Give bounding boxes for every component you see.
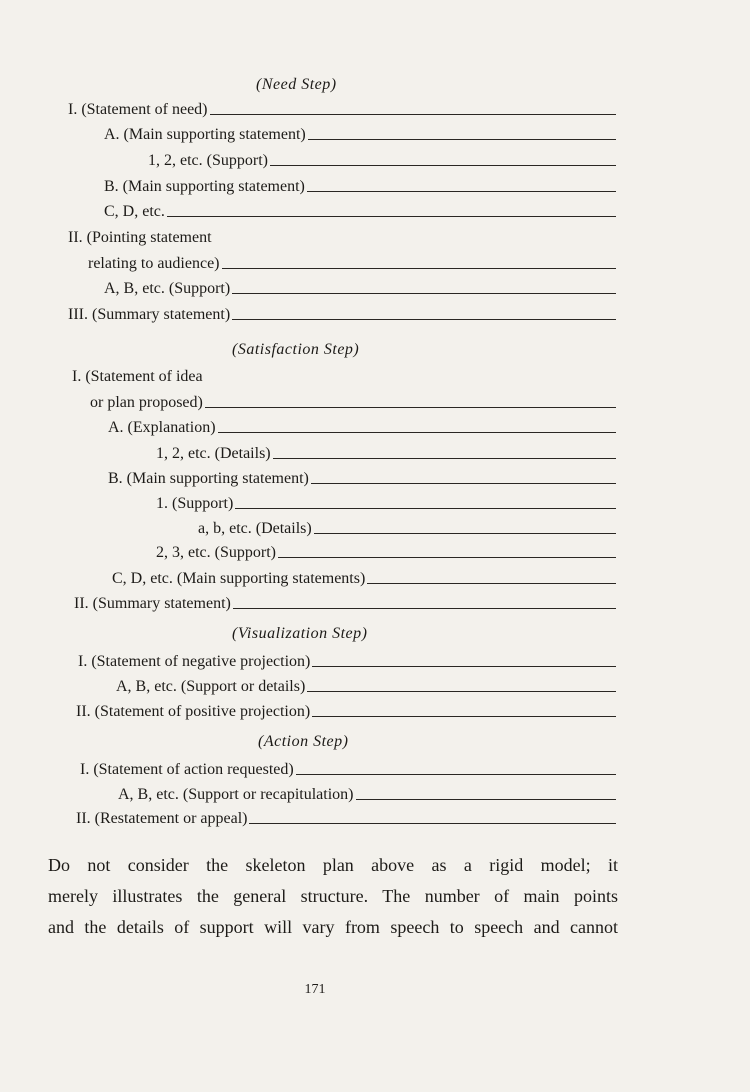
visualization-step-heading: (Visualization Step) xyxy=(232,625,368,642)
blank-rule xyxy=(307,691,616,692)
outline-line xyxy=(80,757,616,779)
outline-line xyxy=(104,122,616,144)
outline-line xyxy=(68,97,616,119)
outline-text: C, D, etc. (Main supporting statements) xyxy=(112,570,366,587)
outline-line xyxy=(74,591,616,613)
outline-line xyxy=(90,390,616,412)
outline-text: A, B, etc. (Support) xyxy=(104,280,231,297)
blank-rule xyxy=(311,483,616,484)
outline-line xyxy=(88,251,616,273)
blank-rule xyxy=(312,666,616,667)
outline-line xyxy=(112,566,616,588)
action-step-heading: (Action Step) xyxy=(258,733,349,750)
outline-text: A. (Explanation) xyxy=(108,419,216,436)
body-paragraph xyxy=(48,850,618,943)
paragraph-line: Do not consider the skeleton plan above as a rigid model; it xyxy=(48,855,618,875)
outline-line xyxy=(104,174,616,196)
outline-line xyxy=(108,466,616,488)
outline-text: A, B, etc. (Support or recapitulation) xyxy=(118,786,354,803)
blank-rule xyxy=(308,139,616,140)
outline-line xyxy=(76,699,616,721)
blank-rule xyxy=(232,319,616,320)
outline-text: or plan proposed) xyxy=(90,394,203,411)
blank-rule xyxy=(270,165,616,166)
blank-rule xyxy=(222,268,617,269)
blank-rule xyxy=(232,293,616,294)
outline-text: I. (Statement of action requested) xyxy=(80,761,294,778)
blank-rule xyxy=(312,716,616,717)
outline-text: 1. (Support) xyxy=(156,495,234,512)
outline-text: I. (Statement of negative projection) xyxy=(78,653,311,670)
outline-line xyxy=(156,491,616,513)
outline-line xyxy=(118,782,616,804)
need-step-heading: (Need Step) xyxy=(256,76,337,93)
outline-line xyxy=(104,276,616,298)
outline-text: relating to audience) xyxy=(88,255,220,272)
blank-rule xyxy=(307,191,616,192)
outline-line xyxy=(198,516,616,538)
outline-line xyxy=(148,148,616,170)
outline-line xyxy=(104,199,616,221)
outline-line xyxy=(72,364,616,386)
outline-line xyxy=(108,415,616,437)
blank-rule xyxy=(205,407,616,408)
blank-rule xyxy=(273,458,616,459)
outline-text: 1, 2, etc. (Details) xyxy=(156,445,271,462)
blank-rule xyxy=(356,799,617,800)
blank-rule xyxy=(218,432,616,433)
outline-text: II. (Statement of positive projection) xyxy=(76,703,311,720)
blank-rule xyxy=(210,114,617,115)
outline-text: a, b, etc. (Details) xyxy=(198,520,312,537)
outline-text: I. (Statement of need) xyxy=(68,101,208,118)
outline-text: 1, 2, etc. (Support) xyxy=(148,152,268,169)
outline-text: 2, 3, etc. (Support) xyxy=(156,544,276,561)
page-number: 171 xyxy=(304,982,326,997)
outline-text: A. (Main supporting statement) xyxy=(104,126,306,143)
outline-text: II. (Pointing statement xyxy=(68,229,212,246)
outline-line xyxy=(68,225,616,247)
blank-rule xyxy=(367,583,616,584)
blank-rule xyxy=(249,823,616,824)
blank-rule xyxy=(314,533,616,534)
outline-text: III. (Summary statement) xyxy=(68,306,231,323)
outline-text: I. (Statement of idea xyxy=(72,368,203,385)
outline-line xyxy=(156,540,616,562)
outline-line xyxy=(116,674,616,696)
outline-line xyxy=(78,649,616,671)
blank-rule xyxy=(296,774,616,775)
outline-line xyxy=(76,806,616,828)
paragraph-line: and the details of support will vary from speech to speech and cannot xyxy=(48,917,618,937)
paragraph-line: merely illustrates the general structure. The number of main points xyxy=(48,886,618,906)
satisfaction-step-heading: (Satisfaction Step) xyxy=(232,341,360,358)
blank-rule xyxy=(233,608,616,609)
blank-rule xyxy=(278,557,616,558)
outline-text: B. (Main supporting statement) xyxy=(108,470,309,487)
blank-rule xyxy=(167,216,616,217)
outline-line xyxy=(68,302,616,324)
blank-rule xyxy=(235,508,616,509)
outline-line xyxy=(156,441,616,463)
outline-text: II. (Summary statement) xyxy=(74,595,231,612)
outline-text: C, D, etc. xyxy=(104,203,165,220)
outline-text: II. (Restatement or appeal) xyxy=(76,810,248,827)
outline-text: A, B, etc. (Support or details) xyxy=(116,678,306,695)
outline-text: B. (Main supporting statement) xyxy=(104,178,305,195)
